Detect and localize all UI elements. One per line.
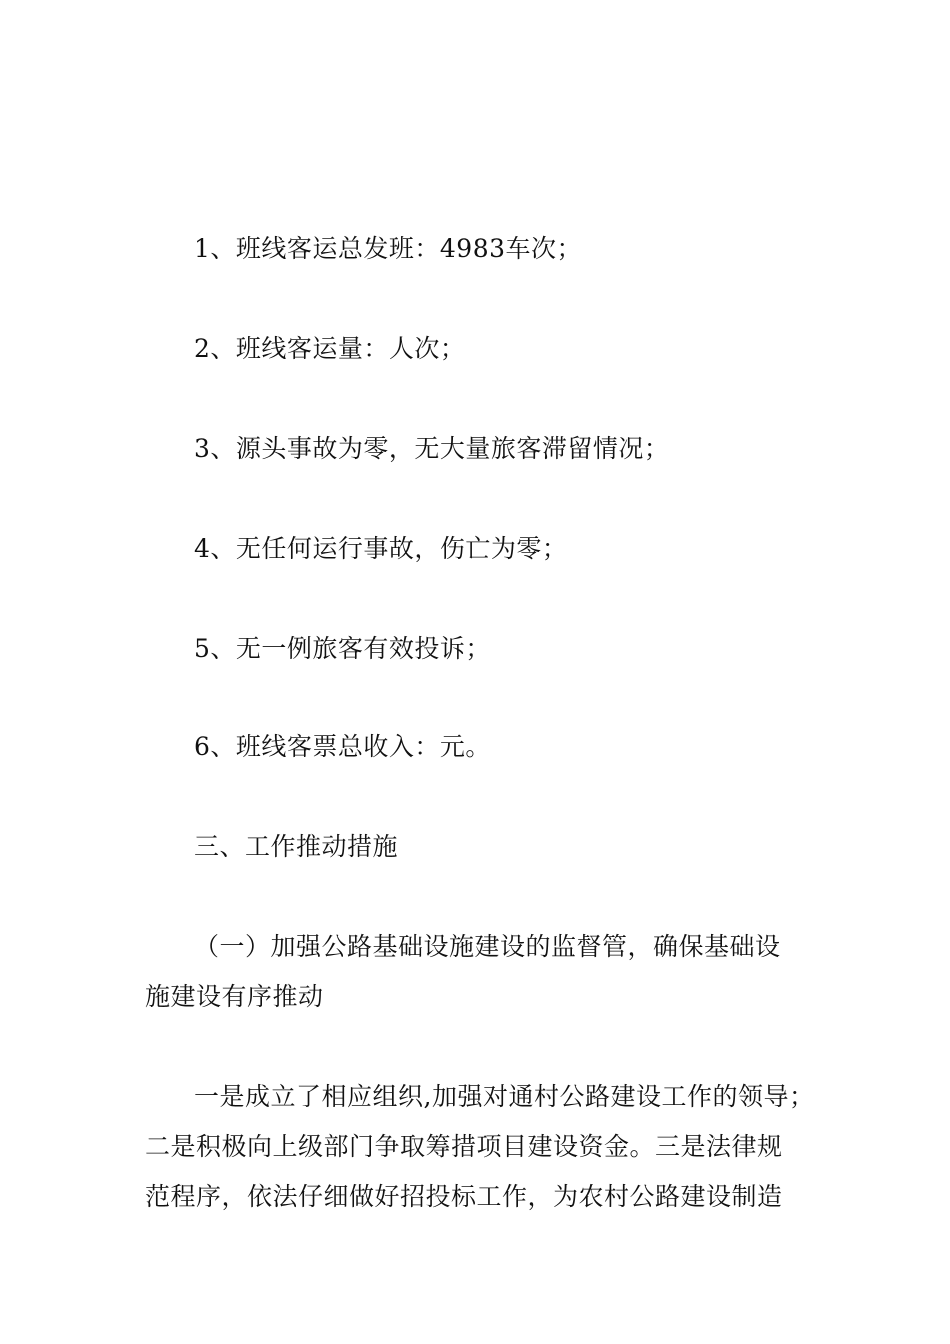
paragraph-line-2: 二是积极向上级部门争取筹措项目建设资金。三是法律规 bbox=[145, 1132, 783, 1161]
list-item-1: 1、班线客运总发班：4983车次； bbox=[194, 234, 583, 263]
list-item-5: 5、无一例旅客有效投诉； bbox=[194, 634, 491, 663]
subsection-heading-line-1: （一）加强公路基础设施建设的监督管，确保基础设 bbox=[194, 932, 781, 961]
list-item-4: 4、无任何运行事故，伤亡为零； bbox=[194, 534, 568, 563]
list-item-6: 6、班线客票总收入：元。 bbox=[194, 732, 491, 761]
list-item-2: 2、班线客运量：人次； bbox=[194, 334, 466, 363]
list-item-3: 3、源头事故为零，无大量旅客滞留情况； bbox=[194, 434, 670, 463]
paragraph-line-3: 范程序，依法仔细做好招投标工作，为农村公路建设制造 bbox=[145, 1182, 783, 1211]
subsection-heading-line-2: 施建设有序推动 bbox=[145, 982, 324, 1011]
section-heading: 三、工作推动措施 bbox=[194, 832, 399, 861]
paragraph-line-1: 一是成立了相应组织,加强对通村公路建设工作的领导； bbox=[194, 1082, 815, 1111]
